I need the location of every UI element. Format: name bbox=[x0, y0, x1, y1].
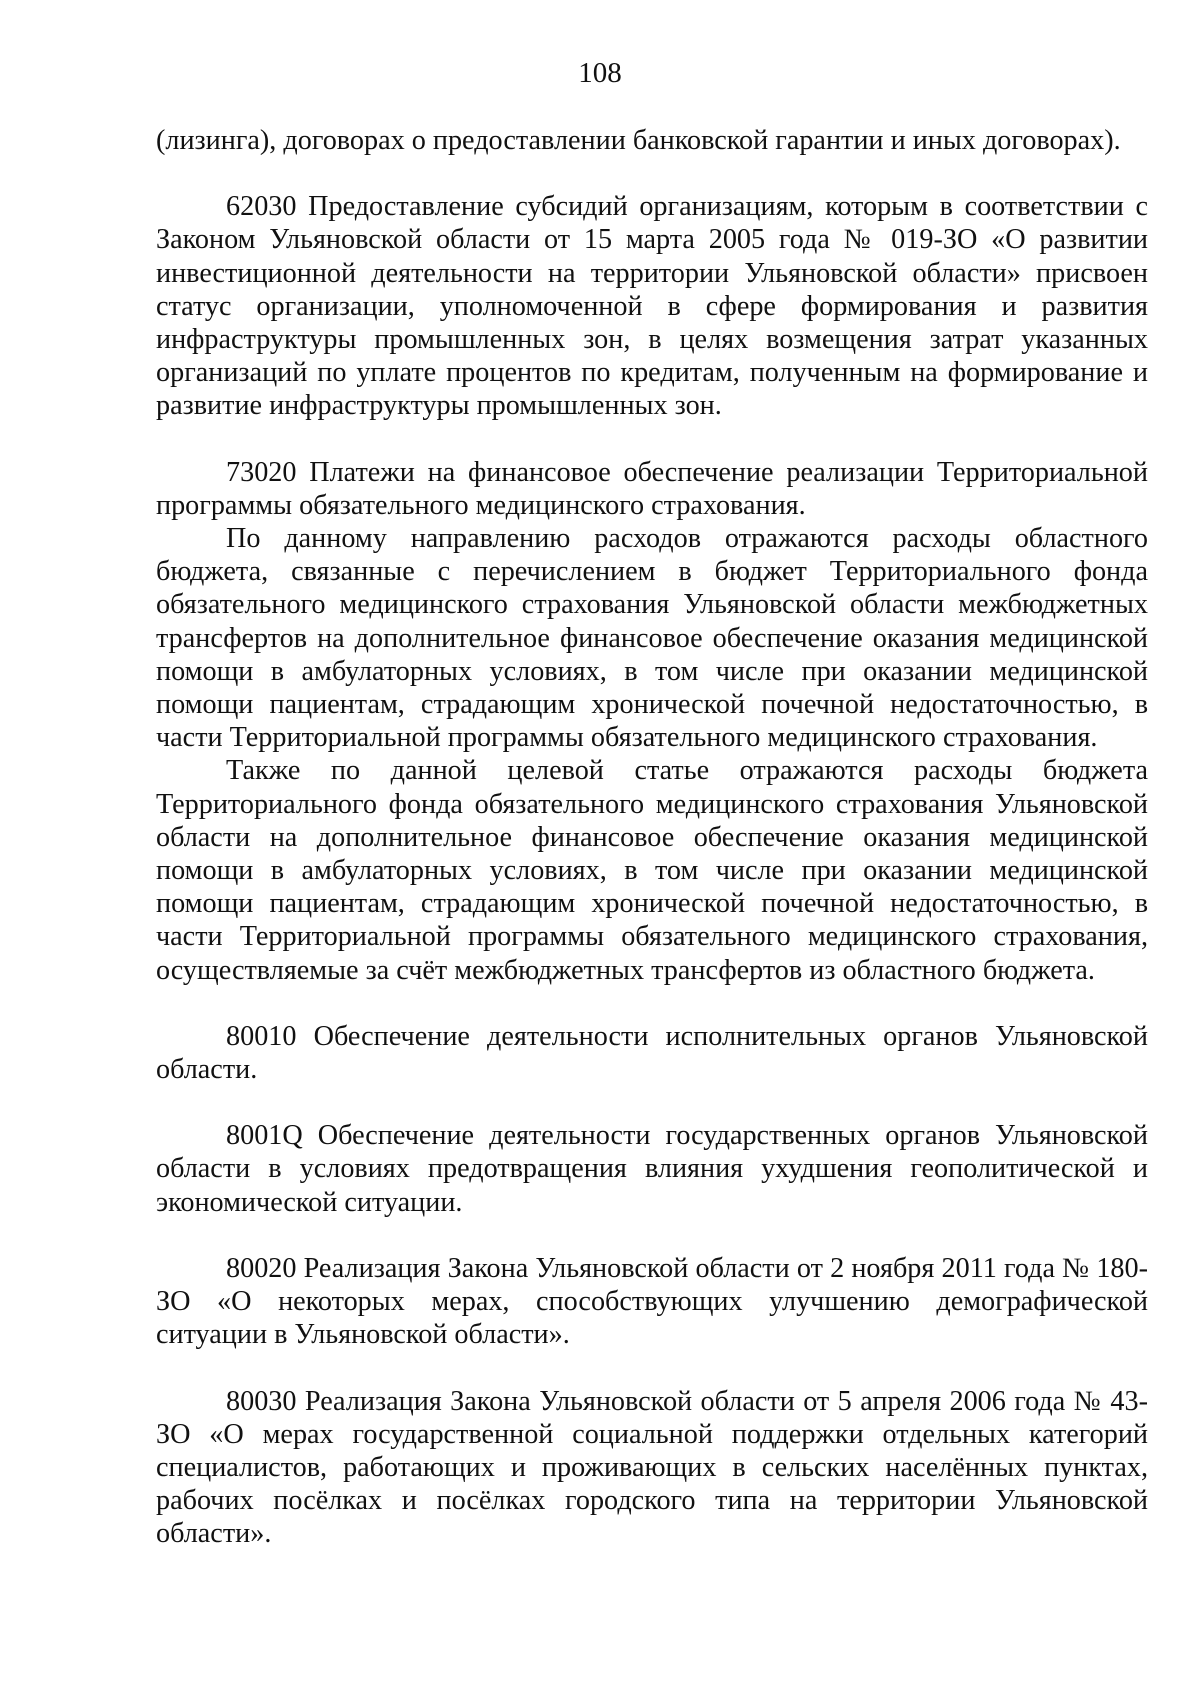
page-number: 108 bbox=[578, 57, 622, 89]
paragraph-73020-direction: По данному направлению расходов отражаются расходы областного бюджета, связанные с перечислением в бюджет Территориального фонда обязательного медицинского страхования Ульяновской области межбюджетных трансфертов на дополнительное финансовое обеспечение оказания медицинской помощи в амбулаторных условиях, в том числе при оказании медицинской помощи пациентам, страдающим хронической почечной недостаточностью, в части Территориальной программы обязательного медицинского страхования. bbox=[156, 523, 1148, 754]
paragraph-73020-also: Также по данной целевой статье отражаются расходы бюджета Территориального фонда обязательного медицинского страхования Ульяновской области на дополнительное финансовое обеспечение оказания медицинской помощи в амбулаторных условиях, в том числе при оказании медицинской помощи пациентам, страдающим хронической почечной недостаточностью, в части Территориальной программы обязательного медицинского страхования, осуществляемые за счёт межбюджетных трансфертов из областного бюджета. bbox=[156, 755, 1148, 986]
paragraph-80020: 80020 Реализация Закона Ульяновской области от 2 ноября 2011 года № 180-ЗО «О некоторых мерах, способствующих улучшению демографической ситуации в Ульяновской области». bbox=[156, 1252, 1148, 1351]
paragraph-73020: 73020 Платежи на финансовое обеспечение реализации Территориальной программы обязательного медицинского страхования. bbox=[156, 456, 1148, 521]
paragraph-80010: 80010 Обеспечение деятельности исполнительных органов Ульяновской области. bbox=[156, 1020, 1148, 1086]
paragraph-leasing-continuation: (лизинга), договорах о предоставлении банковской гарантии и иных договорах). bbox=[156, 125, 1121, 156]
paragraph-80030: 80030 Реализация Закона Ульяновской области от 5 апреля 2006 года № 43-ЗО «О мерах государственной социальной поддержки отдельных категорий специалистов, работающих и проживающих в сельских населённых пунктах, рабочих посёлках и посёлках городского типа на территории Ульяновской области». bbox=[156, 1385, 1148, 1550]
paragraph-8001q: 8001Q Обеспечение деятельности государственных органов Ульяновской области в условиях предотвращения влияния ухудшения геополитической и экономической ситуации. bbox=[156, 1120, 1148, 1218]
document-body bbox=[156, 124, 1148, 1551]
paragraph-62030: 62030 Предоставление субсидий организациям, которым в соответствии с Законом Ульяновской области от 15 марта 2005 года № 019-ЗО «О развитии инвестиционной деятельности на территории Ульяновской области» присвоен статус организации, уполномоченной в сфере формирования и развития инфраструктуры промышленных зон, в целях возмещения затрат указанных организаций по уплате процентов по кредитам, полученным на формирование и развитие инфраструктуры промышленных зон. bbox=[156, 191, 1148, 422]
